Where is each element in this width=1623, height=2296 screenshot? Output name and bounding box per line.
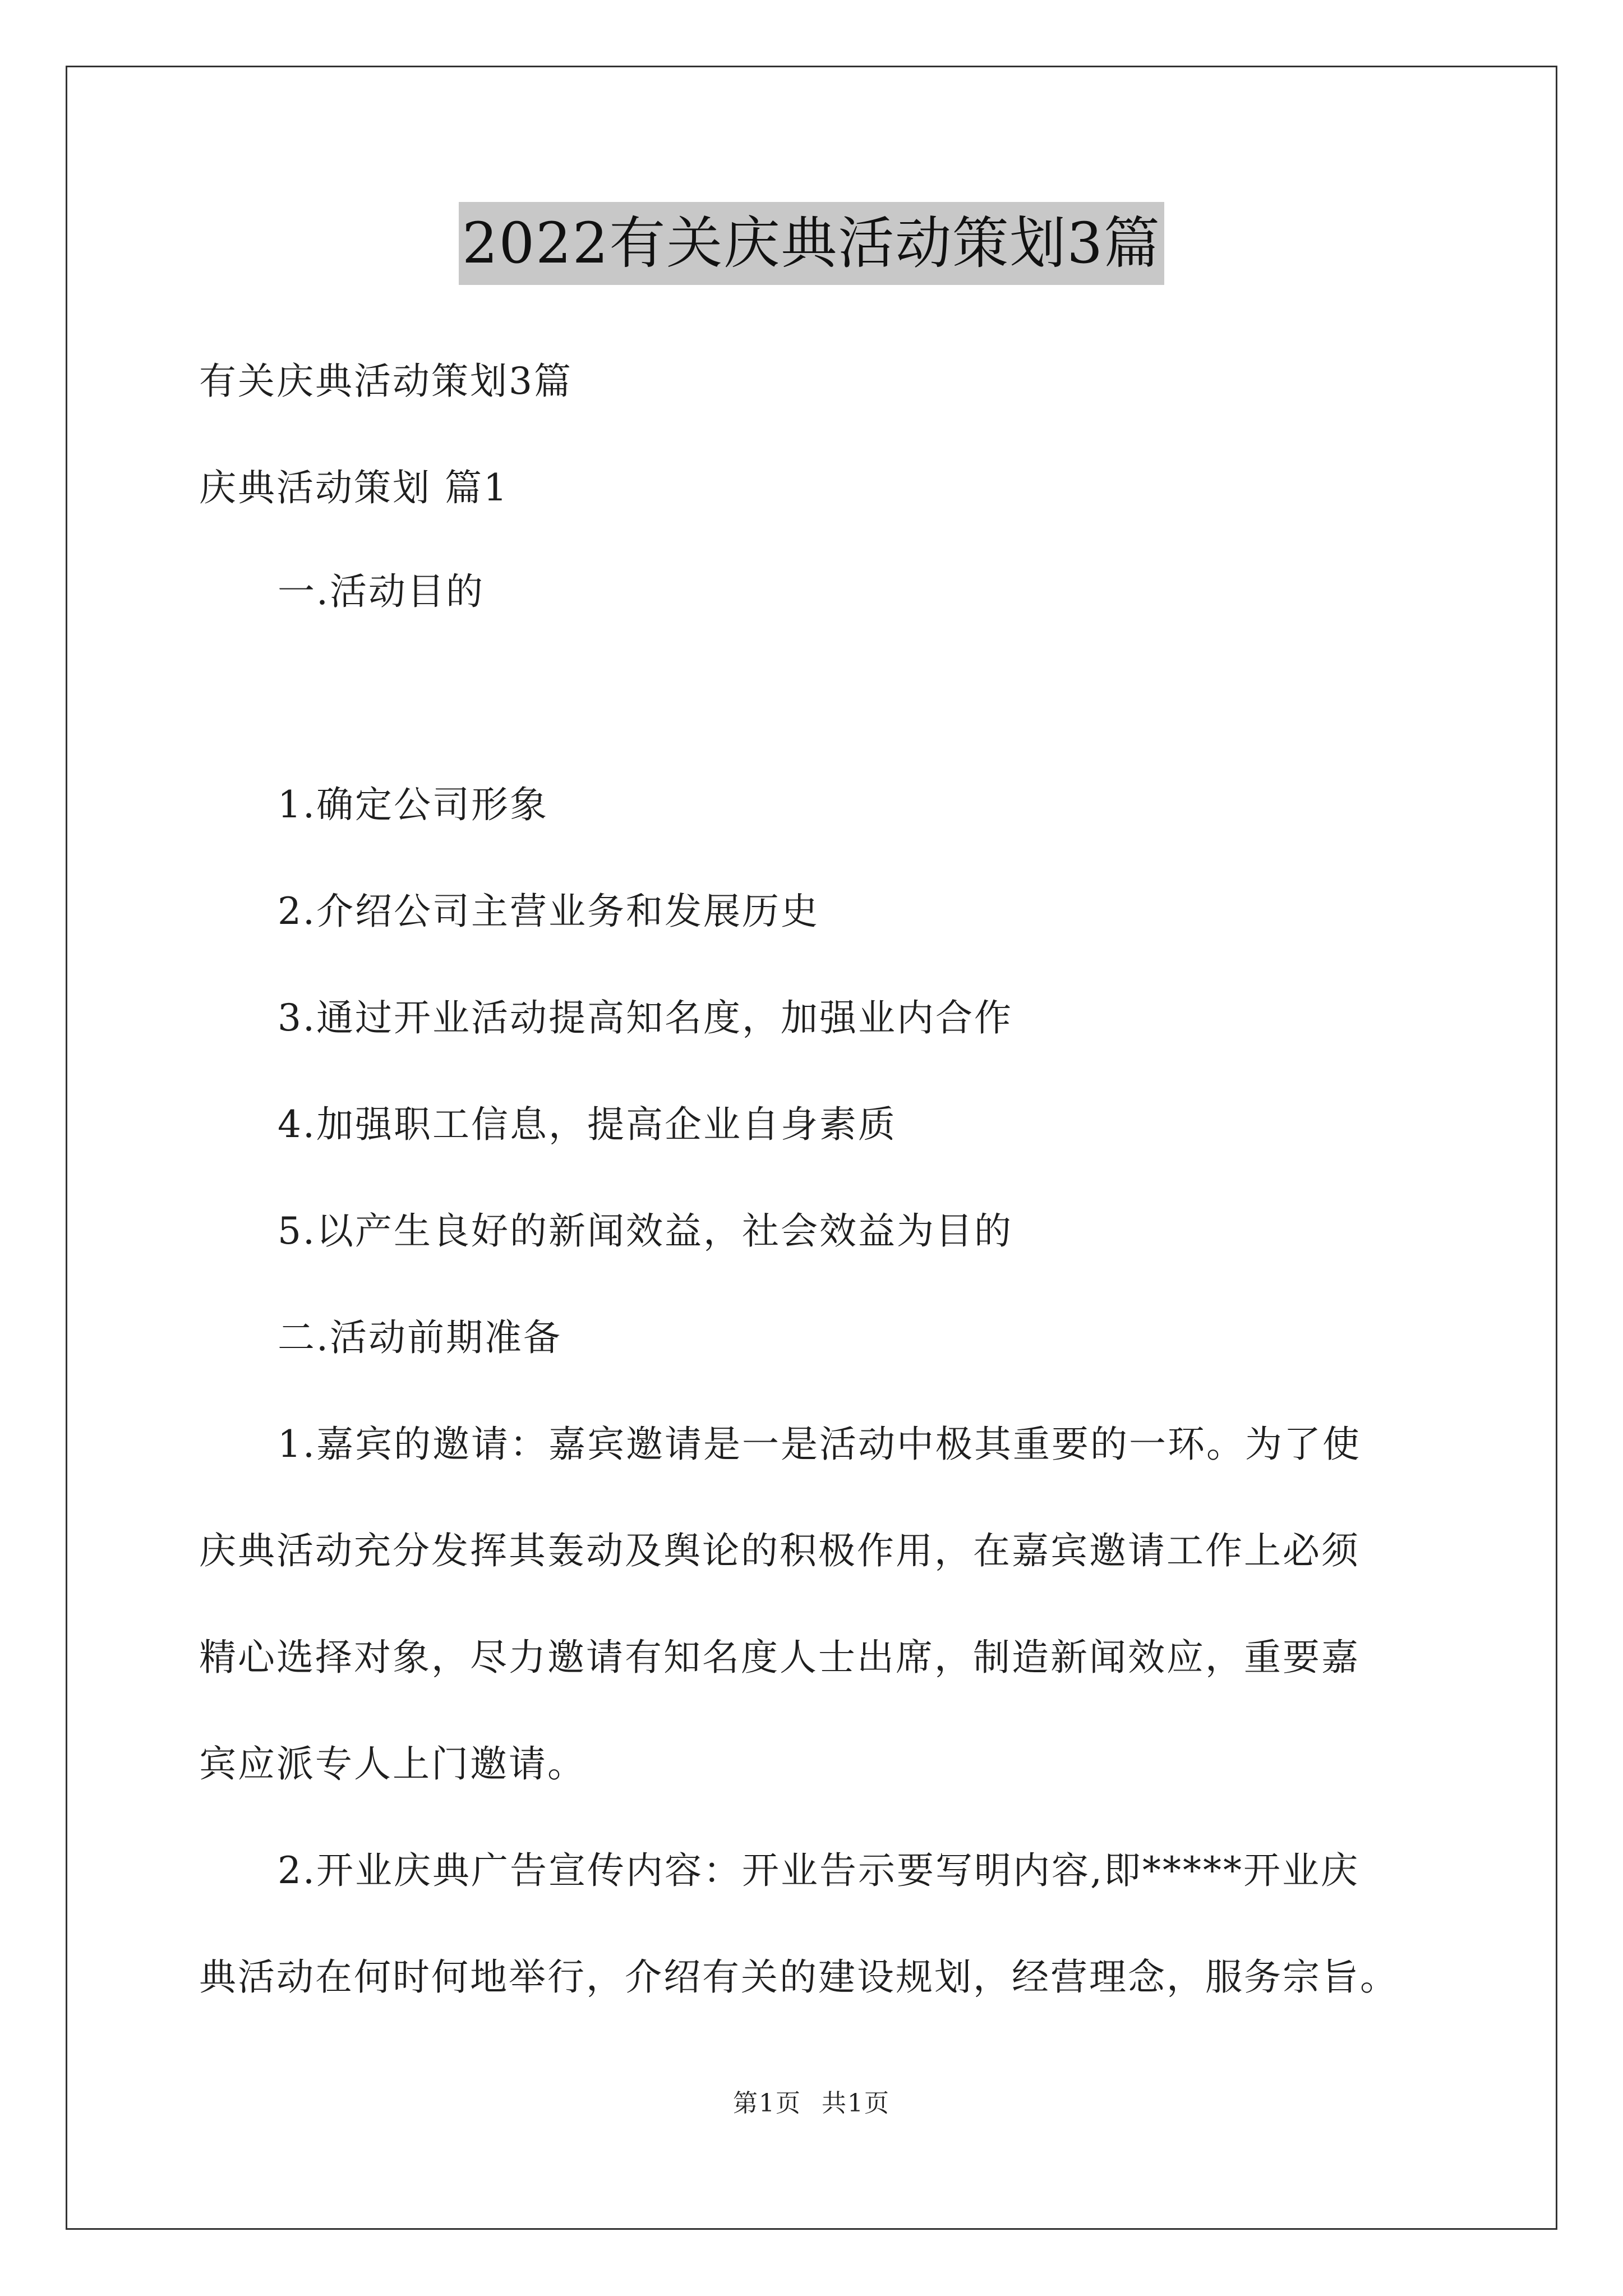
body-line: 精心选择对象，尽力邀请有知名度人士出席，制造新闻效应，重要嘉 [199, 1636, 1360, 1679]
body-line: 1.嘉宾的邀请：嘉宾邀请是一是活动中极其重要的一环。为了使 [278, 1423, 1361, 1466]
list-item: 4.加强职工信息，提高企业自身素质 [278, 1103, 897, 1146]
list-item: 1.确定公司形象 [278, 783, 548, 826]
body-line: 宾应派专人上门邀请。 [199, 1742, 586, 1786]
body-line: 2.开业庆典广告宣传内容：开业告示要写明内容,即*****开业庆 [278, 1849, 1359, 1892]
page-number: 第1页 [733, 2089, 801, 2118]
document-title: 2022有关庆典活动策划3篇 [459, 202, 1164, 285]
subtitle-paragraph: 有关庆典活动策划3篇 [199, 360, 573, 403]
list-item: 5.以产生良好的新闻效益，社会效益为目的 [278, 1209, 1013, 1253]
body-line: 典活动在何时何地举行，介绍有关的建设规划，经营理念，服务宗旨。 [199, 1955, 1399, 1999]
section-heading: 庆典活动策划 篇1 [199, 466, 509, 509]
heading-activity-purpose: 一.活动目的 [278, 570, 485, 613]
heading-preparation: 二.活动前期准备 [278, 1316, 562, 1359]
list-item: 3.通过开业活动提高知名度，加强业内合作 [278, 996, 1013, 1039]
title-container [0, 202, 1623, 285]
page-total: 共1页 [822, 2089, 890, 2118]
list-item: 2.介绍公司主营业务和发展历史 [278, 890, 819, 933]
body-line: 庆典活动充分发挥其轰动及舆论的积极作用，在嘉宾邀请工作上必须 [199, 1529, 1360, 1572]
page-footer [0, 2087, 1623, 2120]
